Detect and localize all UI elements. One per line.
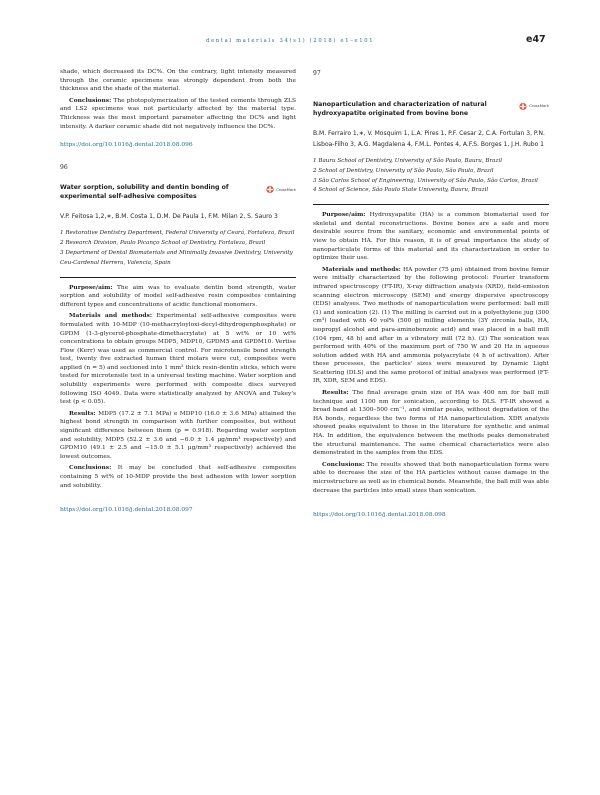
conclusions-paragraph (313, 461, 549, 495)
purpose-label: Purpose/aim: (69, 283, 113, 291)
affiliation-item: 3 São Carlos School of Engineering, University of São Paulo, São Carlos, Brazil (313, 177, 538, 184)
abstract-title: Nanoparticulation and characterization of natural hydroxyapatite originated from bovine bone (313, 101, 487, 117)
abstract-number: 96 (60, 163, 68, 171)
affiliation-list (60, 229, 296, 268)
conclusions-label: Conclusions: (69, 96, 112, 104)
affiliation-item: 3 Department of Dental Biomaterials and Minimally Invasive Dentistry, University Ceu-Cardenal Herrera, Valencia, Spain (60, 249, 293, 266)
conclusions-paragraph (60, 464, 296, 490)
methods-label: Materials and methods: (69, 312, 153, 320)
abstract-number: 97 (313, 70, 321, 77)
abstract-title-row (313, 100, 549, 118)
purpose-paragraph (60, 284, 296, 310)
affiliation-item: 1 Restorative Dentistry Department, Federal University of Ceará, Fortaleza, Brazil (60, 230, 295, 237)
methods-paragraph (60, 312, 296, 407)
doi-link[interactable]: https://doi.org/10.1016/j.dental.2018.08.097 (60, 507, 193, 514)
conclusions-text: It may be concluded that self-adhesive composites containing 5 wt% of 10-MDP provide the best adhesion with lower sorption and solubility. (60, 465, 296, 489)
results-text: MDP5 (17.2 ± 7.1 MPa) e MDP10 (16.0 ± 3.6 MPa) attained the highest bond strength in comparison with further composites, but without significant difference between them (p = 0.918). Regarding water sorption and solubility, MDP5 (52.2 ± 3.6 and −6.0 ± 1.4 μg/mm³ respectively) and GPDM10 (49.1 ± 2.5 and −15.0 ± 5.1 μg/mm³ respectively) achieved the lowest outcomes. (60, 410, 296, 460)
methods-paragraph (313, 266, 549, 386)
running-head: dental materials 34(s1) (2018) e1–e101 (206, 38, 375, 44)
crossmark-label: CrossMark (529, 103, 549, 109)
purpose-paragraph (313, 211, 549, 263)
crossmark-icon (519, 102, 527, 111)
abstract-title: Water sorption, solubility and dentin bonding of experimental self-adhesive composites (60, 184, 229, 201)
purpose-label: Purpose/aim: (322, 211, 366, 219)
left-column (60, 68, 296, 515)
divider (60, 277, 296, 278)
results-label: Results: (69, 409, 96, 417)
author-list: V.P. Feitosa 1,2,∗, B.M. Costa 1, D.M. De Paula 1, F.M. Milan 2, S. Sauro 3 (60, 213, 278, 221)
crossmark-label: CrossMark (276, 186, 296, 192)
conclusions-label: Conclusions: (322, 460, 365, 468)
results-paragraph (60, 410, 296, 462)
purpose-text: Hydroxyapatite (HA) is a common biomaterial used for skeletal and dental reconstructions. Bovine bones are a safe and more desirable source from the sanitary, economic and environmental points of view to obtain HA. For this reason, it is of great importance the study of nanoparticulate forms of this material and its characterization in order to optimize their use. (313, 212, 549, 262)
abstract-title-row (60, 183, 296, 201)
doi-link[interactable]: https://doi.org/10.1016/j.dental.2018.08.098 (313, 512, 446, 519)
carryover-paragraph: shade, which decreased its DC%. On the contrary, light intensity measured through the ceramic specimens was strongly dependent from both the thickness and the shade of the material. (60, 69, 296, 93)
affiliation-item: 2 Research Division, Paulo Picanço School of Dentistry, Fortaleza, Brazil (60, 240, 266, 247)
author-list: B.M. Ferrairo 1,∗, V. Mosquim 1, L.A. Pires 1, P.F. Cesar 2, C.A. Fortulan 3, P.N. Lisboa-Filho 3, A.G. Magdalena 4, F.M.L. Pontes 4, A.F.S. Borges 1, J.H. Rubo 1 (313, 130, 545, 148)
crossmark-badge[interactable] (519, 102, 549, 111)
crossmark-badge[interactable] (266, 185, 296, 194)
crossmark-icon (266, 185, 274, 194)
results-label: Results: (322, 389, 349, 397)
page-number: e47 (526, 34, 546, 45)
affiliation-item: 1 Bauru School of Dentistry, University of São Paulo, Bauru, Brazil (313, 158, 503, 164)
results-text: The final average grain size of HA was 400 nm for ball mill technique and 1100 nm for sonication, according to DLS. FT-IR showed a broad band at 1300–500 cm⁻¹, and similar peaks, without degradation of the HA bonds, regardless the two forms of HA nanoparticulation. XDR analysis showed peaks equivalent to those in the literature for synthetic and animal HA. In addition, the equivalence between the methods peaks demonstrated the structural maintenance. The same chemical characteristics were also demonstrated in the samples from the EDS. (313, 390, 549, 457)
conclusions-label: Conclusions: (69, 464, 112, 472)
affiliation-item: 4 School of Science, São Paulo State University, Bauru, Brazil (313, 187, 489, 194)
conclusions-text: The results showed that both nanoparticulation forms were able to decrease the size of the HA particles without cause damage in the microstructure as well as in chemical bonds. Meanwhile, the ball mill was able decrease the particles into small sizes than sonication. (313, 461, 550, 494)
doi-link-96-prev[interactable]: https://doi.org/10.1016/j.dental.2018.08.096 (60, 142, 193, 149)
right-column (313, 70, 550, 520)
conclusions-text: The photopolymerization of the tested cements through ZLS and LS2 specimens was not particularly affected by the material type. Thickness was the most important parameter affecting the DC% and light intensity. A darker ceramic shade did not negatively influence the DC%. (60, 97, 297, 130)
purpose-text: The aim was to evaluate dentin bond strength, water sorption and solubility of model self-adhesive resin composites containing different types and concentrations of acidic functional monomers. (60, 284, 296, 308)
results-paragraph (313, 389, 549, 458)
affiliation-list (313, 157, 549, 196)
methods-text: HA powder (75 μm) obtained from bovine femur were initially characterized by the following protocol: Fourier transform infrared spectroscopy (FT-IR), X-ray diffraction analysis (XRD), field-emission scanning electron microscopy (SEM) and energy dispersive spectroscopy (EDS) analyses. Two methods of nanoparticulation were performed: ball mill (1) and sonication (2). (1) The milling is carried out in a polyethylene jug (300 cm³) loaded with 40 vol% (500 g) milling elements (3Y zirconia balls, HA, isopropyl alcohol and para-aminobenzoic acid) and was placed in a ball mill (104 rpm, 48 h) and after in a vibratory mill (72 h). (2) The sonication was performed with 40% of the maximum port of 750 W and 20 Hz in aqueous solution added with HA and ammonia polyacrylate (4 h of activation). After these processes, the particles' sizes were measured by Dynamic Light Scattering (DLS) and the same protocol of initial analyses was performed (FT-IR, XDR, SEM and EDS). (313, 266, 549, 385)
methods-label: Materials and methods: (322, 265, 401, 273)
affiliation-item: 2 School of Dentistry, University of São Paulo, São Paulo, Brazil (313, 167, 494, 174)
methods-text: Experimental self-adhesive composites were formulated with 10-MDP (10-methacryloyloxi-decyl-dihydrogenphosphate) or GPDM (1-3-glycerol-phosphate-dimethacrylate) at 5 wt% or 10 wt% concentrations to obtain groups MDP5, MDP10, GPDM5 and GPDM10. Vertise Flow (Kerr) was used as commercial control. For microtensile bond strength test, twenty five extracted human third molars were cut, composites were applied (n = 5) and sectioned into 1 mm² thick resin-dentin sticks, which were tested for microtensile test in a universal testing machine. Water sorption and solubility experiments were performed with composite discs surveyed following ISO 4049. Data were statistically analyzed by ANOVA and Tukey's test (p < 0.05). (60, 313, 297, 406)
carryover-conclusions (60, 97, 296, 131)
divider (313, 204, 549, 205)
